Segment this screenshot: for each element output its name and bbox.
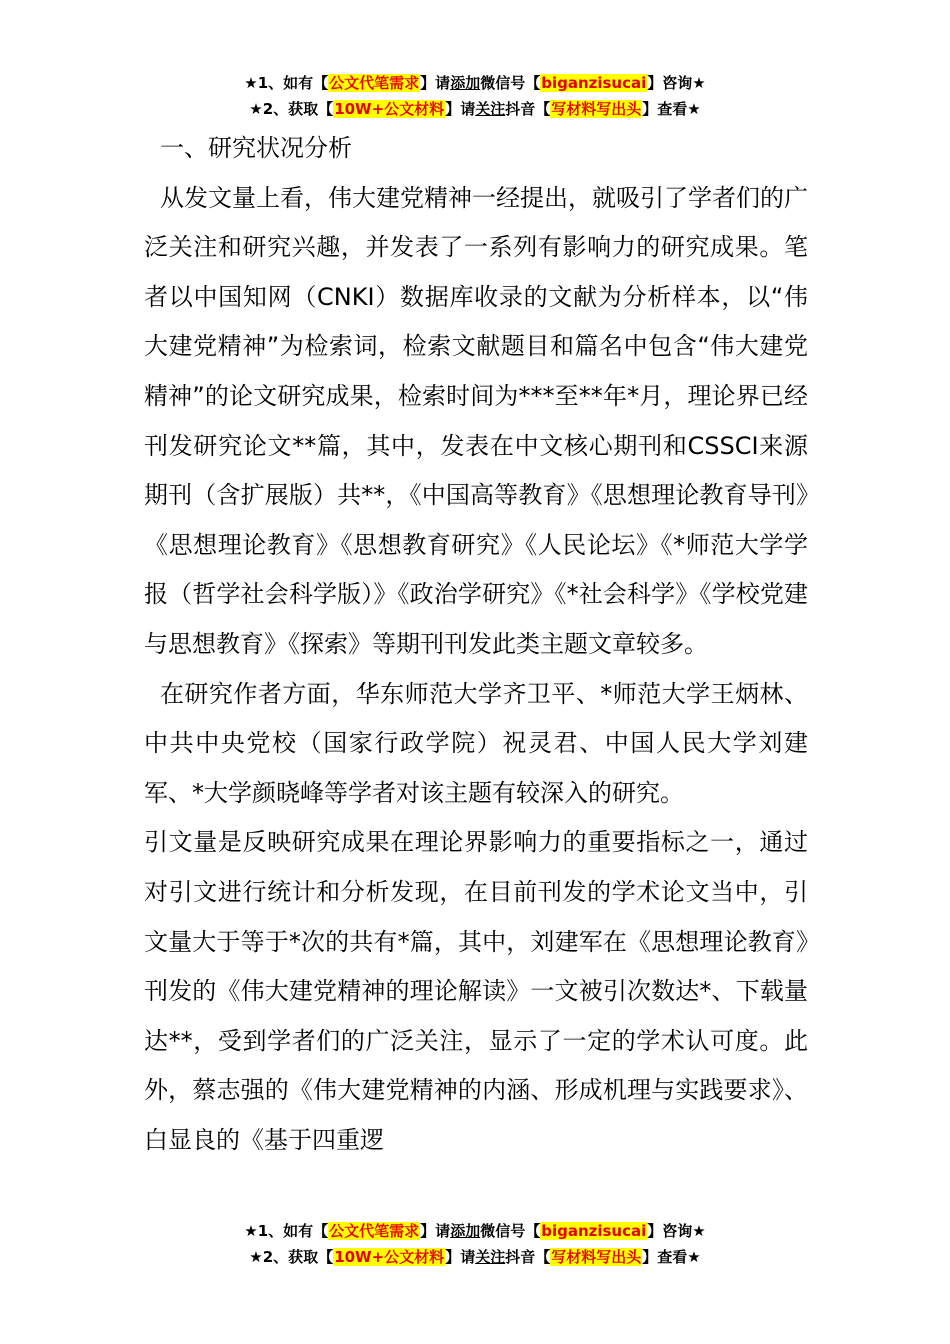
banner-text: 抖音【 (505, 1248, 551, 1266)
banner-text: 微信号【 (480, 1222, 541, 1240)
banner-line-1 (0, 70, 950, 96)
emphasis-text: 关注 (475, 1248, 506, 1266)
banner-text: 】咨询★ (647, 74, 706, 92)
banner-text: ★2、获取【 (249, 1248, 334, 1266)
highlight-text: 公文代笔需求 (329, 74, 420, 92)
header-banner (0, 70, 950, 122)
banner-text: 】查看★ (642, 1248, 701, 1266)
banner-text: 】请 (445, 100, 476, 118)
emphasis-text: 关注 (475, 100, 506, 118)
banner-text: 抖音【 (505, 100, 551, 118)
highlight-text: 公文代笔需求 (329, 1222, 420, 1240)
banner-text: ★2、获取【 (249, 100, 334, 118)
banner-line-1 (0, 1218, 950, 1244)
highlight-text: 10W+公文材料 (334, 1248, 445, 1266)
banner-text: 】查看★ (642, 100, 701, 118)
banner-line-2 (0, 1244, 950, 1270)
banner-text: 】请 (420, 74, 451, 92)
paragraph: 引文量是反映研究成果在理论界影响力的重要指标之一，通过对引文进行统计和分析发现，在目前刊发的学术论文当中，引文量大于等于*次的共有*篇，其中，刘建军在《思想理论教育》刊发的《伟大建党精神的理论解读》一文被引次数达*、下载量达**，受到学者们的广泛关注，显示了一定的学术认可度。此外，蔡志强的《伟大建党精神的内涵、形成机理与实践要求》、白显良的《基于四重逻 (144, 828, 808, 1154)
douyin-account: 写材料写出头 (551, 100, 642, 118)
wechat-id: biganzisucai (541, 74, 647, 92)
banner-line-2 (0, 96, 950, 122)
highlight-text: 10W+公文材料 (334, 100, 445, 118)
douyin-account: 写材料写出头 (551, 1248, 642, 1266)
banner-text: 】咨询★ (647, 1222, 706, 1240)
banner-text: 微信号【 (480, 74, 541, 92)
banner-text: ★1、如有【 (244, 74, 329, 92)
footer-banner (0, 1218, 950, 1270)
emphasis-text: 添加 (450, 1222, 481, 1240)
paragraph: 在研究作者方面，华东师范大学齐卫平、*师范大学王炳林、中共中央党校（国家行政学院）祝灵君、中国人民大学刘建军、*大学颜晓峰等学者对该主题有较深入的研究。 (144, 679, 808, 807)
document-body (144, 124, 808, 1165)
banner-text: 】请 (420, 1222, 451, 1240)
emphasis-text: 添加 (450, 74, 481, 92)
banner-text: ★1、如有【 (244, 1222, 329, 1240)
paragraph: 从发文量上看，伟大建党精神一经提出，就吸引了学者们的广泛关注和研究兴趣，并发表了一系列有影响力的研究成果。笔者以中国知网（CNKI）数据库收录的文献为分析样本，以“伟大建党精神”为检索词，检索文献题目和篇名中包含“伟大建党精神”的论文研究成果，检索时间为***至**年*月，理论界已经刊发研究论文**篇，其中，发表在中文核心期刊和CSSCI来源期刊（含扩展版）共**，《中国高等教育》《思想理论教育导刊》《思想理论教育》《思想教育研究》《人民论坛》《*师范大学学报（哲学社会科学版）》《政治学研究》《*社会科学》《学校党建与思想教育》《探索》等期刊刊发此类主题文章较多。 (144, 183, 808, 658)
wechat-id: biganzisucai (541, 1222, 647, 1240)
banner-text: 】请 (445, 1248, 476, 1266)
section-heading: 一、研究状况分析 (160, 134, 352, 162)
